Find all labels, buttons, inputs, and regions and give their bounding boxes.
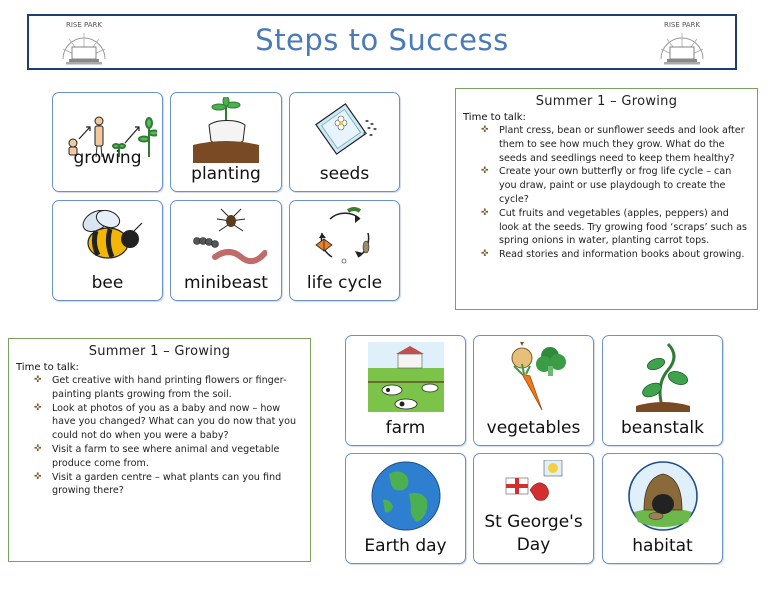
list-item: ✜ Create your own butterfly or frog life cycle – can you draw, paint or use playdough to create the cycle? xyxy=(481,166,732,205)
seeds-icon xyxy=(305,99,385,159)
card-seeds xyxy=(289,92,400,192)
card-label: habitat xyxy=(632,536,693,556)
card-label: seeds xyxy=(319,164,370,184)
bullet-icon: ✜ xyxy=(34,402,42,413)
page-title: Steps to Success xyxy=(255,23,509,57)
flag-dragon-icon xyxy=(504,460,564,502)
card-label: bee xyxy=(91,273,124,293)
card-life-cycle xyxy=(289,200,400,301)
card-label-line1: St George's xyxy=(484,512,583,532)
bee-icon xyxy=(68,205,148,269)
svg-text:RISE PARK: RISE PARK xyxy=(663,21,701,29)
svg-text:RISE PARK: RISE PARK xyxy=(65,21,103,29)
card-label: minibeast xyxy=(184,273,268,293)
vegetables-icon xyxy=(494,340,574,414)
card-habitat xyxy=(602,453,723,564)
card-label: planting xyxy=(191,164,261,184)
header-banner xyxy=(27,14,737,70)
text-panel-left xyxy=(8,338,311,562)
card-beanstalk xyxy=(602,335,723,446)
list-item: ✜ Cut fruits and vegetables (apples, peppers) and look at the seeds. Try growing food ‘scraps’ such as spring onions in water, planting carrot tops. xyxy=(481,207,747,247)
bullet-icon: ✜ xyxy=(481,125,489,135)
panel-subtitle: Time to talk: xyxy=(463,112,526,123)
earth-icon xyxy=(369,460,443,532)
planting-icon xyxy=(191,97,261,163)
card-label: vegetables xyxy=(486,418,581,438)
card-minibeast xyxy=(170,200,282,301)
school-logo-icon xyxy=(653,19,711,67)
card-label: farm xyxy=(385,418,426,438)
card-label: life cycle xyxy=(306,273,383,293)
list-item: ✜ Get creative with hand printing flowers or finger-painting plants growing from the soil. xyxy=(34,375,287,400)
panel-list xyxy=(456,124,757,262)
list-item: ✜ Visit a garden centre – what plants can you find growing there? xyxy=(34,471,282,497)
beanstalk-icon xyxy=(628,340,698,414)
card-label: beanstalk xyxy=(621,418,704,438)
panel-list xyxy=(9,374,310,498)
list-item: ✜ Visit a farm to see where animal and vegetable produce come from. xyxy=(34,443,280,469)
minibeast-icon xyxy=(185,205,267,267)
farm-icon xyxy=(368,342,444,412)
list-item: ✜ Look at photos of you as a baby and now – how have you changed? What can you do now that you could not do when you were a baby? xyxy=(34,402,297,442)
bullet-icon: ✜ xyxy=(34,443,42,454)
card-growing xyxy=(52,92,163,192)
panel-subtitle: Time to talk: xyxy=(16,362,79,373)
text-panel-right xyxy=(455,88,758,310)
card-farm xyxy=(345,335,466,446)
list-item: ✜ Read stories and information books about growing. xyxy=(481,249,745,261)
bullet-icon: ✜ xyxy=(34,471,42,482)
bullet-icon: ✜ xyxy=(34,375,42,385)
habitat-icon xyxy=(626,460,700,532)
life-cycle-icon xyxy=(310,205,380,267)
list-item: ✜ Plant cress, bean or sunflower seeds and look after them to see how much they grow. What do the seeds and seedlings need to keep them healthy? xyxy=(481,125,745,164)
card-label: growing xyxy=(73,148,142,168)
bullet-icon: ✜ xyxy=(481,249,489,260)
card-label: Earth day xyxy=(364,536,447,556)
panel-title: Summer 1 – Growing xyxy=(88,344,231,359)
card-label-line2: Day xyxy=(516,535,551,555)
card-vegetables xyxy=(473,335,594,446)
card-earth-day xyxy=(345,453,466,564)
card-st-georges-day xyxy=(473,453,594,564)
bullet-icon: ✜ xyxy=(481,207,489,218)
bullet-icon: ✜ xyxy=(481,166,489,177)
card-bee xyxy=(52,200,163,301)
panel-title: Summer 1 – Growing xyxy=(535,94,678,109)
card-planting xyxy=(170,92,282,192)
